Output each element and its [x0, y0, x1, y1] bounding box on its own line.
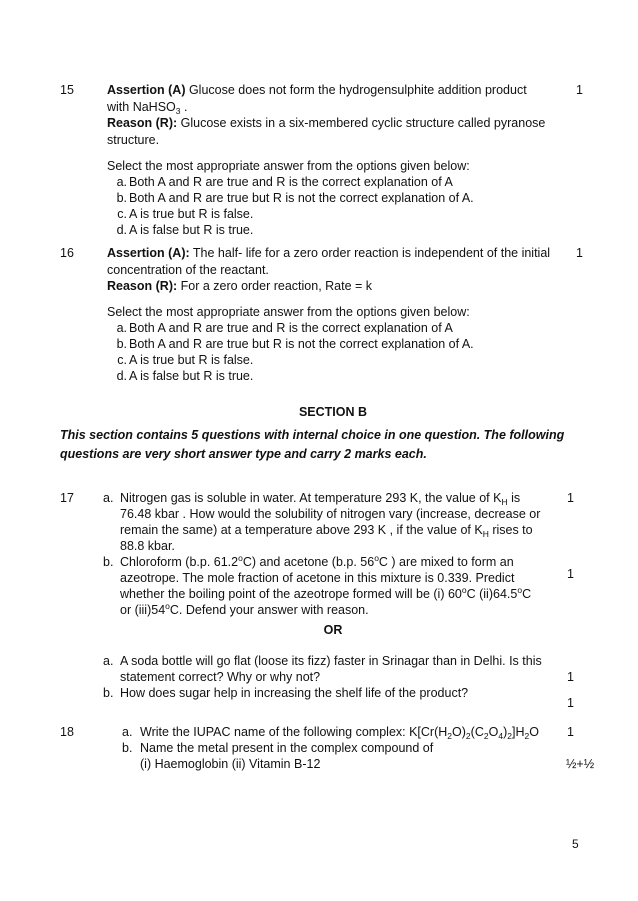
text: Chloroform (b.p. 61.2: [120, 555, 239, 569]
part-a-line: 76.48 kbar . How would the solubility of nitrogen vary (increase, decrease or: [120, 507, 541, 521]
superscript: o: [461, 585, 467, 595]
assertion-text: Glucose does not form the hydrogensulphite addition product: [185, 83, 527, 97]
subscript: 3: [175, 106, 181, 116]
option: [116, 222, 254, 239]
part-letter: b.: [103, 555, 114, 569]
section-title: SECTION B: [298, 405, 368, 419]
superscript: o: [238, 553, 243, 563]
text: ): [503, 725, 508, 739]
option: [116, 190, 474, 207]
text: whether the boiling point of the azeotrope formed will be (i) 60: [120, 587, 462, 601]
text: O: [488, 725, 499, 739]
marks: 1: [567, 696, 574, 710]
text: C) and acetone (b.p. 56: [242, 555, 375, 569]
part-b-line: [120, 602, 369, 620]
superscript: o: [517, 585, 523, 595]
text: O): [452, 725, 466, 739]
option-letter: d.: [116, 223, 127, 237]
marks: ½+½: [566, 757, 595, 771]
option-letter: b.: [116, 191, 127, 205]
text: is: [507, 491, 521, 505]
part-b-line: azeotrope. The mole fraction of acetone in this mixture is 0.339. Predict: [120, 571, 515, 585]
option-letter: d.: [116, 369, 127, 383]
subscript: 2: [524, 731, 530, 741]
reason-label: Reason (R):: [107, 279, 178, 293]
select-instruction: Select the most appropriate answer from the options given below:: [107, 159, 470, 173]
superscript: o: [374, 553, 379, 563]
assertion-line: [107, 245, 550, 262]
part-a-line: 88.8 kbar.: [120, 539, 175, 553]
subscript: 4: [498, 731, 504, 741]
page-number: 5: [572, 837, 579, 851]
assertion-text: The half- life for a zero order reaction is independent of the initial: [189, 246, 551, 260]
text: O: [529, 725, 539, 739]
assertion-label: Assertion (A):: [107, 246, 190, 260]
text: (C: [470, 725, 484, 739]
section-intro: This section contains 5 questions with internal choice in one question. The following: [60, 428, 565, 442]
subscript: 2: [507, 731, 512, 741]
part-b-line: Name the metal present in the complex compound of: [140, 741, 434, 755]
option: [116, 174, 453, 191]
alt-a-line: statement correct? Why or why not?: [120, 670, 321, 684]
marks: 1: [567, 670, 574, 684]
alt-a-line: A soda bottle will go flat (loose its fizz) faster in Srinagar than in Delhi. Is this: [120, 654, 542, 668]
option-text: A is true but R is false.: [129, 207, 254, 221]
text: C. Defend your answer with reason.: [169, 603, 369, 617]
alt-b-line: How does sugar help in increasing the shelf life of the product?: [120, 686, 469, 700]
option-text: A is false but R is true.: [129, 369, 254, 383]
section-intro-2: questions are very short answer type and carry 2 marks each.: [60, 447, 427, 461]
option-text: A is false but R is true.: [129, 223, 254, 237]
option-letter: a.: [116, 321, 127, 335]
option: [116, 336, 474, 353]
text: ]H: [511, 725, 525, 739]
part-b-line: (i) Haemoglobin (ii) Vitamin B-12: [140, 757, 321, 771]
option-text: Both A and R are true but R is not the correct explanation of A.: [129, 191, 474, 205]
reason-text: For a zero order reaction, Rate = k: [177, 279, 373, 293]
or-separator: OR: [323, 623, 343, 637]
question-number: 17: [60, 491, 74, 505]
option: [116, 368, 254, 385]
option-text: A is true but R is false.: [129, 353, 254, 367]
reason-label: Reason (R):: [107, 116, 178, 130]
subscript: 2: [447, 731, 453, 741]
option-letter: c.: [117, 207, 127, 221]
option-text: Both A and R are true and R is the correct explanation of A: [129, 175, 453, 189]
assertion-line-2: concentration of the reactant.: [107, 263, 269, 277]
subscript: H: [501, 497, 508, 507]
part-letter: b.: [103, 686, 114, 700]
text: C (ii)64.5: [466, 587, 518, 601]
part-a-line: [120, 522, 533, 540]
option-text: Both A and R are true and R is the correct explanation of A: [129, 321, 453, 335]
assertion-line: [107, 82, 527, 99]
question-number: 16: [60, 246, 74, 260]
option: [116, 320, 453, 337]
part-letter: a.: [103, 654, 114, 668]
select-instruction: Select the most appropriate answer from the options given below:: [107, 305, 470, 319]
assertion-end: .: [180, 100, 188, 114]
text: Write the IUPAC name of the following complex: K[Cr(H: [140, 725, 448, 739]
assertion-label: Assertion (A): [107, 83, 186, 97]
subscript: 2: [483, 731, 489, 741]
reason-line-2: structure.: [107, 133, 160, 147]
marks: 1: [567, 725, 574, 739]
marks: 1: [576, 83, 583, 97]
option-letter: a.: [116, 175, 127, 189]
assertion-text-2: with NaHSO: [107, 100, 176, 114]
option: [117, 206, 254, 223]
reason-text: Glucose exists in a six-membered cyclic structure called pyranose: [177, 116, 546, 130]
superscript: o: [165, 601, 170, 611]
part-letter: a.: [103, 491, 114, 505]
option-letter: b.: [116, 337, 127, 351]
subscript: H: [482, 529, 489, 539]
part-letter: a.: [122, 725, 133, 739]
question-number: 18: [60, 725, 74, 739]
marks: 1: [567, 491, 574, 505]
subscript: 2: [465, 731, 471, 741]
text: C ) are mixed to form an: [378, 555, 514, 569]
part-letter: b.: [122, 741, 133, 755]
reason-line: [107, 115, 545, 132]
text: remain the same) at a temperature above 293 K , if the value of K: [120, 523, 483, 537]
option: [117, 352, 254, 369]
reason-line: [107, 278, 372, 295]
text: or (iii)54: [120, 603, 166, 617]
text: Nitrogen gas is soluble in water. At temperature 293 K, the value of K: [120, 491, 502, 505]
marks: 1: [567, 567, 574, 581]
text: rises to: [488, 523, 533, 537]
question-number: 15: [60, 83, 74, 97]
marks: 1: [576, 246, 583, 260]
option-letter: c.: [117, 353, 127, 367]
option-text: Both A and R are true but R is not the correct explanation of A.: [129, 337, 474, 351]
text: C: [522, 587, 532, 601]
